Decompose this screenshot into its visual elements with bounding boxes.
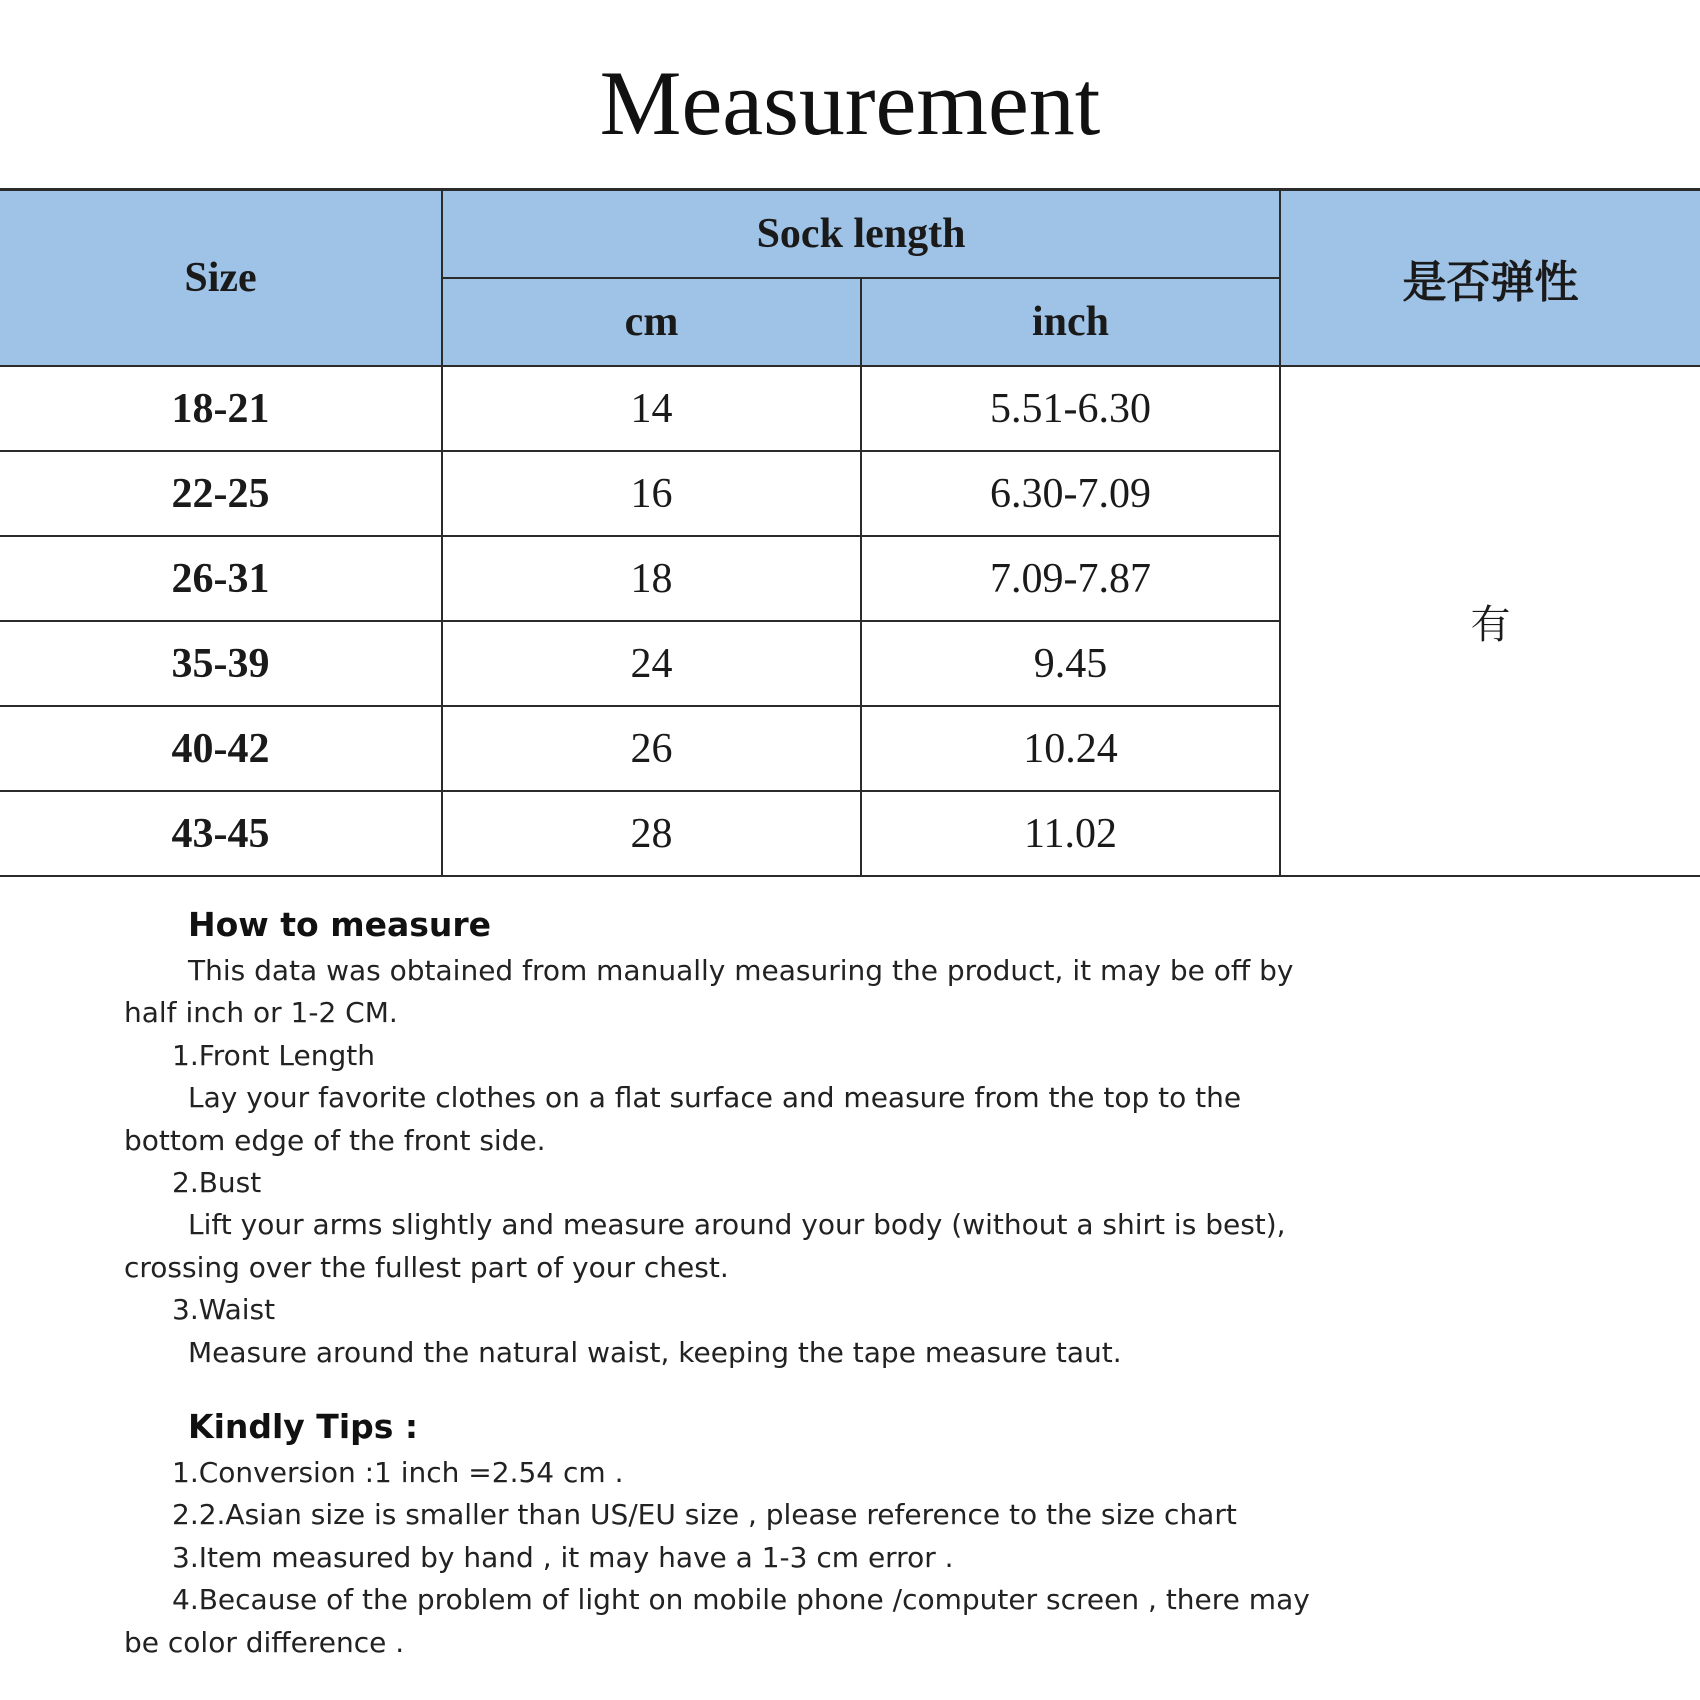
header-size: Size [0, 190, 442, 367]
tip-item: be color difference . [124, 1625, 405, 1659]
size-chart-table [0, 188, 1700, 877]
cell-inch: 11.02 [861, 791, 1280, 876]
waist-title: 3.Waist [172, 1293, 276, 1327]
cell-size: 35-39 [0, 621, 442, 706]
tip-item: 3.Item measured by hand , it may have a 1-3 cm error . [172, 1540, 954, 1574]
kindly-tips-heading: Kindly Tips : [188, 1407, 419, 1447]
header-cm: cm [442, 278, 861, 366]
cell-cm: 28 [442, 791, 861, 876]
cell-cm: 18 [442, 536, 861, 621]
cell-size: 22-25 [0, 451, 442, 536]
front-length-text: bottom edge of the front side. [124, 1123, 546, 1157]
header-elastic: 是否弹性 [1280, 190, 1700, 367]
table-row [0, 366, 1700, 451]
cell-cm: 14 [442, 366, 861, 451]
cell-inch: 5.51-6.30 [861, 366, 1280, 451]
cell-size: 18-21 [0, 366, 442, 451]
intro-line: This data was obtained from manually measuring the product, it may be off by [188, 954, 1294, 987]
tip-item: 1.Conversion :1 inch =2.54 cm . [172, 1456, 624, 1490]
bust-title: 2.Bust [172, 1166, 262, 1200]
tip-item: 2.2.Asian size is smaller than US/EU size , please reference to the size chart [172, 1498, 1237, 1532]
intro-line: half inch or 1-2 CM. [124, 996, 398, 1030]
cell-cm: 26 [442, 706, 861, 791]
header-sock-length: Sock length [442, 190, 1280, 279]
header-inch: inch [861, 278, 1280, 366]
front-length-title: 1.Front Length [172, 1038, 376, 1072]
cell-inch: 7.09-7.87 [861, 536, 1280, 621]
cell-size: 40-42 [0, 706, 442, 791]
front-length-text: Lay your favorite clothes on a flat surface and measure from the top to the [188, 1081, 1242, 1115]
measurement-notes [124, 900, 1364, 1664]
how-to-measure-heading: How to measure [188, 905, 492, 944]
tip-item: 4.Because of the problem of light on mobile phone /computer screen , there may [172, 1583, 1310, 1617]
cell-inch: 9.45 [861, 621, 1280, 706]
cell-cm: 16 [442, 451, 861, 536]
cell-size: 43-45 [0, 791, 442, 876]
page-title: Measurement [599, 52, 1101, 154]
bust-text: crossing over the fullest part of your chest. [124, 1250, 729, 1284]
cell-cm: 24 [442, 621, 861, 706]
cell-inch: 6.30-7.09 [861, 451, 1280, 536]
cell-inch: 10.24 [861, 706, 1280, 791]
waist-text: Measure around the natural waist, keeping the tape measure taut. [188, 1335, 1122, 1369]
cell-size: 26-31 [0, 536, 442, 621]
bust-text: Lift your arms slightly and measure around your body (without a shirt is best), [188, 1208, 1286, 1242]
cell-elastic: 有 [1280, 366, 1700, 876]
